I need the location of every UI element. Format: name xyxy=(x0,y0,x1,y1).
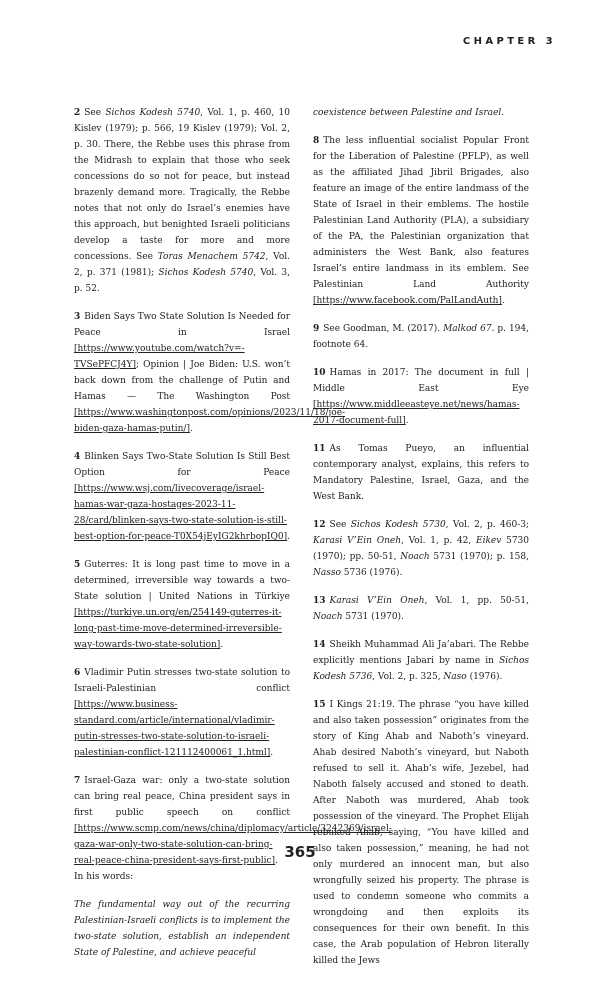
endnote-text: Biden Says Two State Solution Is Needed for Peace in Israel xyxy=(74,312,290,338)
italic-title: Sichos Kodesh 5740 xyxy=(105,108,201,118)
endnote-text: 5736 (1976). xyxy=(340,568,403,578)
endnote-number: 12 xyxy=(313,520,326,530)
source-link[interactable]: [https://www.youtube.com/watch?v=-TVSePFCJ4Y] xyxy=(74,344,245,370)
endnote-number: 15 xyxy=(313,700,326,710)
endnote-number: 3 xyxy=(74,312,81,322)
endnote-number: 13 xyxy=(313,596,326,606)
endnote xyxy=(74,105,290,297)
italic-title: Sichos Kodesh 5736 xyxy=(313,656,529,682)
endnote-text: I Kings 21:19. The phrase “you have killed and also taken possession” originates from the story of King Ahab and Naboth’s vineyard. Ahab desired Naboth’s vineyard, but Naboth refused to sell it. Ahab’s wife, Jezebel, had Naboth falsely accused and stoned to death. After Naboth was murdered, Ahab took possession of the vineyard. The Prophet Elijah rebuked Ahab, saying, “You have killed and also taken possession,” meaning, he had not only murdered an innocent man, but also wrongfully seized his property. The phrase is used to condemn someone who commits a wrongdoing and then exploits its consequences for their own benefit. In this case, the Arab population of Hebron literally killed the Jews xyxy=(313,700,529,966)
endnote-text: . p. 194, footnote 64. xyxy=(313,324,529,350)
endnote xyxy=(313,593,529,625)
italic-title: Nasso xyxy=(313,568,341,578)
italic-title: Karasi V’Ein Oneh xyxy=(313,536,402,546)
endnote-text: See xyxy=(329,520,351,530)
endnote xyxy=(313,321,529,353)
endnote-text: . xyxy=(189,424,193,434)
block-quote: The fundamental way out of the recurring Palestinian-Israeli conflicts is to implement the two-state solution, establish an independent State of Palestine, and achieve peaceful xyxy=(74,900,290,958)
endnote-number: 10 xyxy=(313,368,326,378)
endnote-text: , Vol. 1, pp. 50-51, xyxy=(424,596,529,606)
endnote-text: Israel-Gaza war: only a two-state solution can bring real peace, China president says in first public speech on conflict xyxy=(74,776,290,818)
endnote-number: 11 xyxy=(313,444,326,454)
endnote-text: As Tomas Pueyo, an influential contemporary analyst, explains, this refers to Mandatory Palestine, Israel, Gaza, and the West Bank. xyxy=(313,444,529,502)
endnote-text: , Vol. 2, p. 325, xyxy=(372,672,444,682)
endnote xyxy=(74,449,290,545)
endnote-text: Hamas in 2017: The document in full | Middle East Eye xyxy=(313,368,529,394)
italic-title: Sichos Kodesh 5730 xyxy=(350,520,446,530)
endnote-number: 6 xyxy=(74,668,81,678)
italic-title: Naso xyxy=(443,672,467,682)
endnote-number: 7 xyxy=(74,776,81,786)
endnote-text: 5731 (1970); p. 158, xyxy=(429,552,529,562)
source-link[interactable]: [https://www.business-standard.com/article/international/vladimir-putin-stresses-two-state-solution-to-israeli-palestinian-conflict-121112400061_1.html] xyxy=(74,700,275,758)
source-link[interactable]: [https://www.middleeasteye.net/news/hamas-2017-document-full] xyxy=(313,400,520,426)
endnote-text: Guterres: It is long past time to move in a determined, irreversible way towards a two-State solution | United Nations in Türkiye xyxy=(74,560,290,602)
endnote xyxy=(313,637,529,685)
endnote xyxy=(313,365,529,429)
endnote-text: Blinken Says Two-State Solution Is Still Best Option for Peace xyxy=(74,452,290,478)
endnote-text: . xyxy=(270,748,274,758)
endnote-number: 9 xyxy=(313,324,320,334)
italic-title: Noach xyxy=(313,612,343,622)
endnote xyxy=(313,517,529,581)
source-link[interactable]: [https://www.wsj.com/livecoverage/israel-hamas-war-gaza-hostages-2023-11-28/card/blinken-says-two-state-solution-is-still-best-option-for-peace-T0X54jEyIG2khrbopIQ0] xyxy=(74,484,288,542)
endnote-text: . xyxy=(501,296,505,306)
endnote xyxy=(313,133,529,309)
italic-title: Karasi V’Ein Oneh xyxy=(329,596,425,606)
source-link[interactable]: [https://www.facebook.com/PalLandAuth] xyxy=(313,296,502,306)
endnote-number: 8 xyxy=(313,136,320,146)
endnote-text: . xyxy=(287,532,290,542)
endnote-text: , Vol. 1, p. 42, xyxy=(401,536,477,546)
endnote-text: Sheikh Muhammad Ali Ja’abari. The Rebbe explicitly mentions Jabari by name in xyxy=(313,640,529,666)
endnote-text: . xyxy=(405,416,409,426)
italic-title: Eikev xyxy=(476,536,502,546)
source-link[interactable]: [https://turkiye.un.org/en/254149-guterres-it-long-past-time-move-determined-irreversible-way-towards-two-state-solution] xyxy=(74,608,282,650)
endnote-text: See Goodman, M. (2017). xyxy=(323,324,444,334)
quote-continuation: coexistence between Palestine and Israel. xyxy=(313,108,505,118)
endnote-text: ; Opinion | Joe Biden: U.S. won’t back down from the challenge of Putin and Hamas — The Washington Post xyxy=(74,360,290,402)
endnote-text: , Vol. 2, p. 371 (1981); xyxy=(74,252,290,278)
endnote-text: (1976). xyxy=(466,672,503,682)
endnote-text: 5730 (1970); pp. 50-51, xyxy=(313,536,530,562)
italic-title: Toras Menachem 5742 xyxy=(157,252,266,262)
chapter-header: CHAPTER 3 xyxy=(462,36,556,47)
endnote-text: , Vol. 3, p. 52. xyxy=(74,268,290,294)
source-link[interactable]: [https://www.scmp.com/news/china/diplomacy/article/3242369/israel-gaza-war-only-two-state-solution-can-bring-real-peace-china-president-says-first-public] xyxy=(74,824,392,866)
endnote-text: The less influential socialist Popular Front for the Liberation of Palestine (PFLP), as well as the affiliated Jihad Jibril Brigades, also feature an image of the entire landmass of the State of Israel in their emblems. The hostile Palestinian Land Authority (PLA), a subsidiary of the PA, the Palestinian organization that administers the West Bank, also features Israel’s entire landmass in its emblem. See Palestinian Land Authority xyxy=(313,136,529,290)
page-number: 365 xyxy=(284,843,316,861)
endnote xyxy=(313,697,529,969)
endnote-number: 2 xyxy=(74,108,81,118)
endnote-text: . In his words: xyxy=(74,856,278,882)
endnote-number: 14 xyxy=(313,640,326,650)
endnote-text: 5731 (1970). xyxy=(342,612,404,622)
endnote-text: Vladimir Putin stresses two-state solution to Israeli-Palestinian conflict xyxy=(74,668,290,694)
endnote xyxy=(74,557,290,653)
source-link[interactable]: [https://www.washingtonpost.com/opinions/2023/11/18/joe-biden-gaza-hamas-putin/] xyxy=(74,408,346,434)
endnote-text: See xyxy=(84,108,106,118)
endnote xyxy=(74,665,290,761)
italic-title: Noach xyxy=(400,552,430,562)
italic-title: Malkod 67 xyxy=(443,324,492,334)
endnote xyxy=(313,441,529,505)
endnote-text: , Vol. 2, p. 460-3; xyxy=(445,520,529,530)
endnote-number: 5 xyxy=(74,560,81,570)
endnote-text: . xyxy=(220,640,224,650)
endnote-text: , Vol. 1, p. 460, 10 Kislev (1979); p. 566, 19 Kislev (1979); Vol. 2, p. 30. There, the Rebbe uses this phrase from the Midrash to explain that those who seek concessions do so not for peace, but instead brazenly demand more. Tragically, the Rebbe notes that not only do Israel’s enemies have this approach, but benighted Israeli politicians develop a taste for more and more concessions. See xyxy=(74,108,290,262)
endnote-number: 4 xyxy=(74,452,81,462)
italic-title: Sichos Kodesh 5740 xyxy=(158,268,254,278)
